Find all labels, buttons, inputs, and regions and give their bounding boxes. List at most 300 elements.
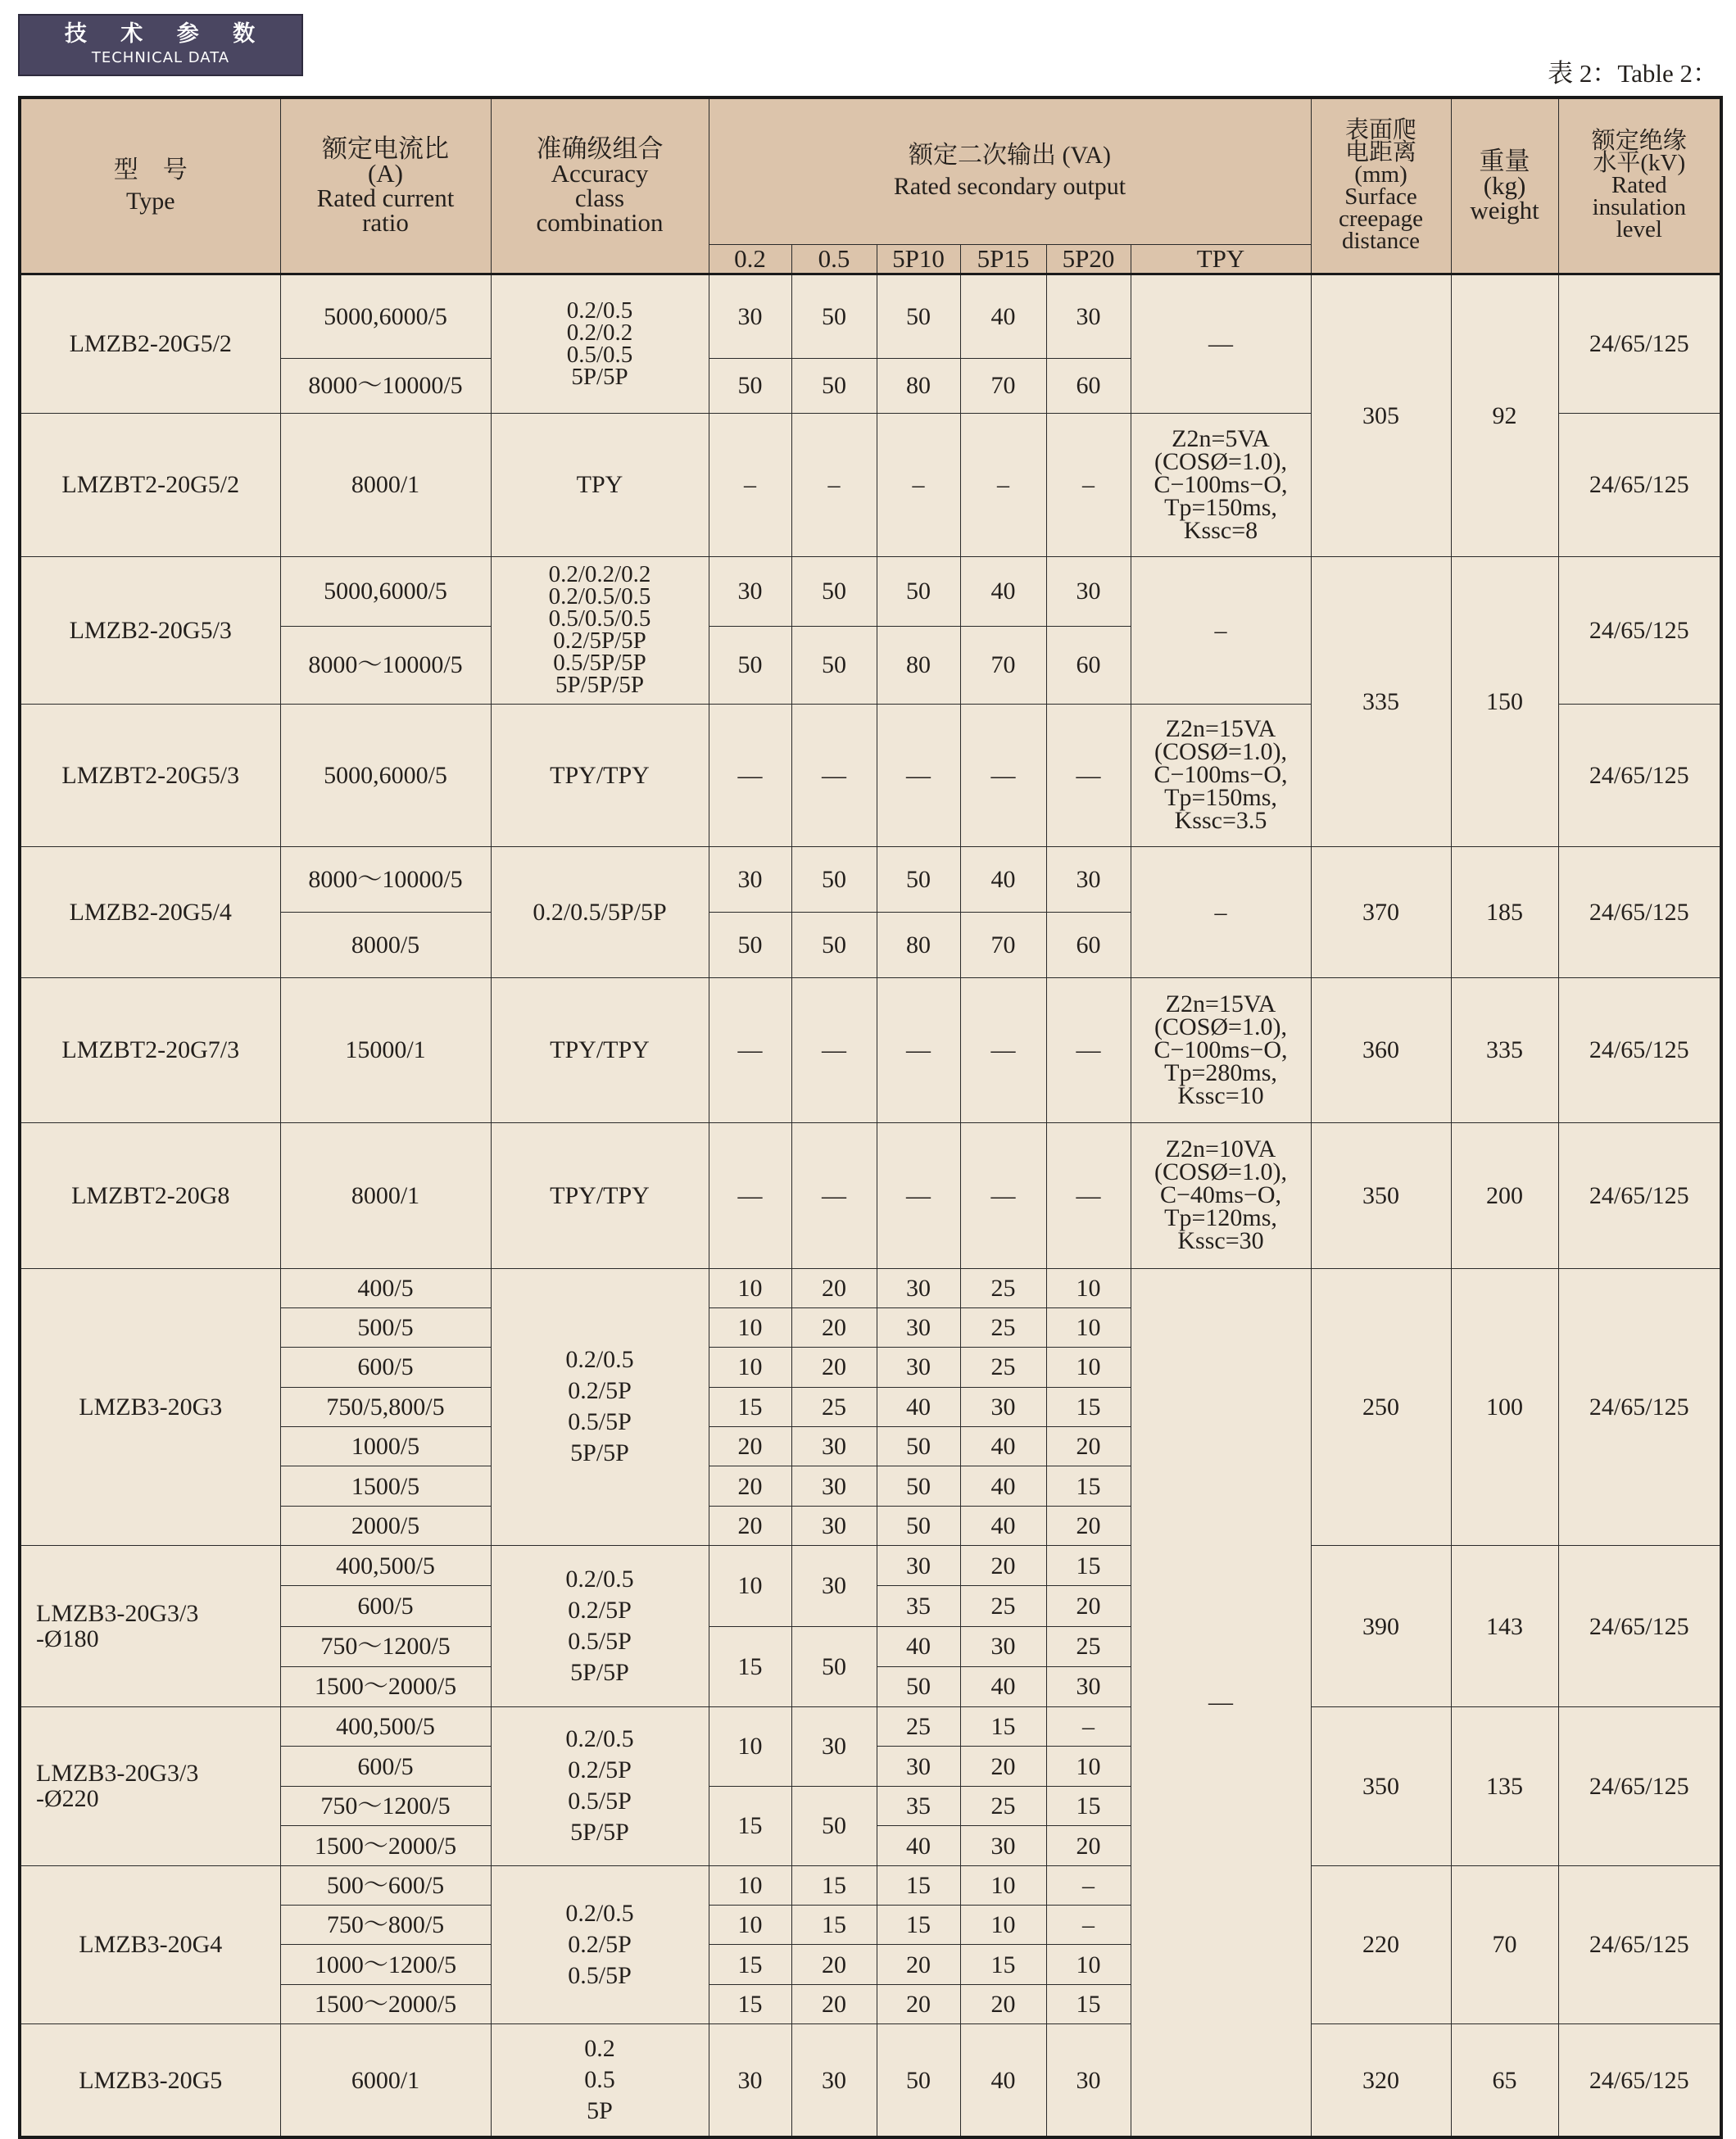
cell-line: 0.2/0.5: [565, 1899, 634, 1927]
type-cell: LMZB2-20G5/3: [20, 556, 280, 704]
cell-line: Z2n=15VA: [1165, 990, 1276, 1017]
weight-cell: 92: [1451, 274, 1558, 556]
accuracy-cell: [491, 1546, 709, 1707]
output-value: 50: [877, 1427, 960, 1466]
insulation-cell: 24/65/125: [1558, 1122, 1721, 1268]
output-value: 20: [1046, 1506, 1131, 1545]
output-value: —: [877, 977, 960, 1122]
weight-cell: 70: [1451, 1865, 1558, 2023]
output-value: 80: [877, 912, 960, 977]
cell-line: ratio: [362, 207, 409, 237]
ratio-cell: 750～1200/5: [280, 1626, 491, 1666]
header-output-5p20: 5P20: [1046, 244, 1131, 274]
insulation-cell: 24/65/125: [1558, 556, 1721, 704]
ratio-cell: 1500～2000/5: [280, 1826, 491, 1866]
ratio-cell: 15000/1: [280, 977, 491, 1122]
creepage-cell: 370: [1311, 846, 1451, 977]
output-value: –: [960, 413, 1046, 556]
creepage-cell: 250: [1311, 1268, 1451, 1546]
cell-line: (COSØ=1.0),: [1154, 1013, 1287, 1040]
weight-cell: 143: [1451, 1546, 1558, 1707]
output-value: 40: [960, 1666, 1046, 1706]
output-value: 25: [960, 1268, 1046, 1307]
output-value: 40: [960, 1506, 1046, 1545]
ratio-cell: 400,500/5: [280, 1706, 491, 1747]
cell-line: 重量: [1479, 146, 1530, 175]
output-value: 25: [877, 1706, 960, 1747]
output-value: 10: [960, 1865, 1046, 1905]
cell-line: 额定电流比: [322, 134, 449, 163]
cell-line: insulation: [1592, 194, 1686, 221]
output-value: 10: [709, 1546, 791, 1626]
cell-line: Rated secondary output: [893, 173, 1126, 201]
header-rated-current-ratio: [280, 97, 491, 274]
header-output-0-2: 0.2: [709, 244, 791, 274]
output-value: 30: [709, 846, 791, 912]
output-value: 35: [877, 1786, 960, 1826]
output-value: 50: [709, 358, 791, 413]
ratio-cell: 500/5: [280, 1307, 491, 1347]
ratio-cell: 1500/5: [280, 1466, 491, 1506]
cell-line: (kg): [1483, 170, 1526, 200]
output-value: 40: [960, 2023, 1046, 2137]
output-value: 40: [960, 556, 1046, 626]
creepage-cell: 360: [1311, 977, 1451, 1122]
cell-line: 电距离: [1345, 138, 1417, 165]
output-value: 15: [709, 1984, 791, 2023]
type-cell: [20, 1546, 280, 1707]
cell-line: (A): [367, 158, 404, 188]
creepage-cell: 320: [1311, 2023, 1451, 2137]
weight-cell: 65: [1451, 2023, 1558, 2137]
ratio-cell: 8000～10000/5: [280, 358, 491, 413]
output-value: 50: [791, 912, 877, 977]
cell-line: Rated current: [316, 183, 455, 212]
output-value: 20: [877, 1984, 960, 2023]
output-value: 70: [960, 912, 1046, 977]
output-value: 10: [1046, 1945, 1131, 1984]
creepage-cell: 350: [1311, 1706, 1451, 1865]
output-value: 30: [1046, 274, 1131, 358]
cell-line: 0.2/0.5/0.5: [548, 583, 651, 610]
output-value: 10: [1046, 1268, 1131, 1307]
cell-line: 5P/5P: [570, 1819, 629, 1847]
header-output-tpy: TPY: [1131, 244, 1311, 274]
cell-line: 表面爬: [1345, 116, 1417, 143]
output-value: 70: [960, 626, 1046, 704]
output-value: 50: [791, 626, 877, 704]
cell-line: 0.2/0.5: [565, 1725, 634, 1753]
output-value: 25: [1046, 1626, 1131, 1666]
cell-line: Kssc=30: [1177, 1227, 1264, 1254]
cell-line: 5P: [587, 2097, 613, 2125]
cell-line: Tp=150ms,: [1164, 784, 1277, 811]
ratio-cell: 1000～1200/5: [280, 1945, 491, 1984]
header-insulation-level: [1558, 97, 1721, 274]
cell-line: 0.2/5P/5P: [553, 628, 646, 654]
output-value: —: [960, 977, 1046, 1122]
output-value: 30: [960, 1626, 1046, 1666]
type-cell: LMZB3-20G4: [20, 1865, 280, 2023]
output-value: 40: [960, 1466, 1046, 1506]
ratio-cell: 400,500/5: [280, 1546, 491, 1586]
output-value: 10: [709, 1906, 791, 1945]
output-value: 15: [1046, 1786, 1131, 1826]
output-value: 20: [709, 1466, 791, 1506]
table-row: [20, 1546, 1721, 1586]
tpy-cell: [1131, 704, 1311, 846]
output-value: 15: [960, 1945, 1046, 1984]
ratio-cell: 750/5,800/5: [280, 1387, 491, 1426]
cell-line: Tp=150ms,: [1164, 493, 1277, 521]
accuracy-cell: [491, 1706, 709, 1865]
output-value: 25: [791, 1387, 877, 1426]
ratio-cell: 5000,6000/5: [280, 274, 491, 358]
cell-line: 0.2/5P: [568, 1756, 632, 1784]
cell-line: Kssc=10: [1177, 1081, 1264, 1109]
table-row: [20, 1865, 1721, 1905]
output-value: 15: [1046, 1466, 1131, 1506]
insulation-cell: 24/65/125: [1558, 1268, 1721, 1546]
cell-line: 额定二次输出 (VA): [909, 142, 1111, 170]
output-value: 25: [960, 1307, 1046, 1347]
ratio-cell: 600/5: [280, 1586, 491, 1626]
cell-line: 0.2: [584, 2035, 615, 2063]
insulation-cell: 24/65/125: [1558, 1865, 1721, 2023]
weight-cell: 100: [1451, 1268, 1558, 1546]
cell-line: (COSØ=1.0),: [1154, 738, 1287, 765]
table-row: [20, 1268, 1721, 1307]
insulation-cell: 24/65/125: [1558, 704, 1721, 846]
cell-line: 0.2/0.2: [566, 319, 633, 346]
cell-line: level: [1616, 216, 1662, 243]
output-value: 20: [709, 1506, 791, 1545]
output-value: 50: [791, 556, 877, 626]
output-value: 30: [877, 1747, 960, 1787]
type-cell: LMZB3-20G5: [20, 2023, 280, 2137]
output-value: 10: [709, 1348, 791, 1387]
output-value: 30: [1046, 846, 1131, 912]
output-value: 15: [791, 1906, 877, 1945]
output-value: –: [877, 413, 960, 556]
output-value: 15: [709, 1945, 791, 1984]
cell-line: -Ø220: [36, 1785, 99, 1813]
output-value: 70: [960, 358, 1046, 413]
output-value: –: [709, 413, 791, 556]
creepage-cell: 305: [1311, 274, 1451, 556]
insulation-cell: 24/65/125: [1558, 2023, 1721, 2137]
cell-line: 0.2/0.5: [565, 1346, 634, 1374]
cell-line: Accuracy: [551, 158, 649, 188]
ratio-cell: 750～800/5: [280, 1906, 491, 1945]
header-rated-secondary-output: [709, 97, 1311, 244]
output-value: 50: [709, 626, 791, 704]
output-value: —: [1046, 977, 1131, 1122]
cell-line: distance: [1342, 227, 1421, 254]
output-value: —: [791, 977, 877, 1122]
tpy-cell: –: [1131, 556, 1311, 704]
output-value: 35: [877, 1586, 960, 1626]
accuracy-cell: [491, 1268, 709, 1546]
insulation-cell: 24/65/125: [1558, 413, 1721, 556]
type-cell: LMZBT2-20G8: [20, 1122, 280, 1268]
output-value: 15: [1046, 1546, 1131, 1586]
output-value: 30: [877, 1348, 960, 1387]
output-value: 30: [960, 1387, 1046, 1426]
output-value: 30: [709, 2023, 791, 2137]
output-value: 25: [960, 1586, 1046, 1626]
output-value: –: [1046, 1906, 1131, 1945]
accuracy-cell: TPY/TPY: [491, 977, 709, 1122]
output-value: 30: [877, 1546, 960, 1586]
output-value: —: [877, 1122, 960, 1268]
cell-line: 0.5/5P: [568, 1961, 632, 1989]
table-row: [20, 274, 1721, 358]
ratio-cell: 500～600/5: [280, 1865, 491, 1905]
output-value: 20: [960, 1546, 1046, 1586]
cell-line: C−100ms−O,: [1154, 470, 1288, 498]
output-value: —: [791, 704, 877, 846]
type-cell: LMZB2-20G5/2: [20, 274, 280, 413]
output-value: 30: [1046, 2023, 1131, 2137]
insulation-cell: 24/65/125: [1558, 1706, 1721, 1865]
output-value: 15: [1046, 1984, 1131, 2023]
output-value: 10: [709, 1268, 791, 1307]
cell-line: 0.2/5P: [568, 1930, 632, 1958]
output-value: 20: [877, 1945, 960, 1984]
output-value: 40: [877, 1387, 960, 1426]
output-value: –: [1046, 1865, 1131, 1905]
output-value: 50: [791, 1626, 877, 1706]
insulation-cell: 24/65/125: [1558, 846, 1721, 977]
cell-line: weight: [1470, 195, 1539, 224]
cell-line: 水平(kV): [1593, 150, 1686, 177]
technical-data-badge: [18, 14, 303, 76]
cell-line: 型 号: [113, 156, 188, 184]
technical-data-table: [18, 96, 1723, 2139]
output-value: 50: [877, 2023, 960, 2137]
weight-cell: 335: [1451, 977, 1558, 1122]
output-value: 40: [877, 1626, 960, 1666]
output-value: —: [709, 1122, 791, 1268]
creepage-cell: 220: [1311, 1865, 1451, 2023]
cell-line: class: [574, 183, 625, 212]
type-cell: LMZBT2-20G5/3: [20, 704, 280, 846]
output-value: 50: [877, 274, 960, 358]
cell-line: 0.2/0.5: [566, 297, 633, 324]
output-value: 15: [960, 1706, 1046, 1747]
tpy-cell: [1131, 1122, 1311, 1268]
header-creepage-distance: [1311, 97, 1451, 274]
type-cell: LMZBT2-20G5/2: [20, 413, 280, 556]
output-value: 25: [960, 1786, 1046, 1826]
output-value: 20: [1046, 1826, 1131, 1866]
table-row: [20, 977, 1721, 1122]
accuracy-cell: TPY: [491, 413, 709, 556]
cell-line: (mm): [1354, 161, 1407, 188]
cell-line: 准确级组合: [536, 134, 664, 163]
output-value: –: [1046, 413, 1131, 556]
accuracy-cell: [491, 1865, 709, 2023]
accuracy-cell: [491, 556, 709, 704]
badge-title-cn: 技 术 参 数: [64, 21, 269, 47]
header-output-5p10: 5P10: [877, 244, 960, 274]
output-value: 20: [960, 1984, 1046, 2023]
ratio-cell: 600/5: [280, 1348, 491, 1387]
cell-line: 0.5/0.5/0.5: [548, 605, 651, 632]
creepage-cell: 390: [1311, 1546, 1451, 1707]
output-value: 10: [1046, 1348, 1131, 1387]
output-value: —: [791, 1122, 877, 1268]
table-caption: 表 2：Table 2：: [1548, 59, 1718, 88]
cell-line: 0.2/0.2/0.2: [548, 561, 651, 587]
output-value: 50: [877, 1666, 960, 1706]
ratio-cell: 2000/5: [280, 1506, 491, 1545]
output-value: —: [960, 704, 1046, 846]
tpy-cell: —: [1131, 274, 1311, 413]
header-output-0-5: 0.5: [791, 244, 877, 274]
output-value: 10: [1046, 1747, 1131, 1787]
accuracy-cell: TPY/TPY: [491, 1122, 709, 1268]
output-value: 30: [791, 1706, 877, 1786]
table-row: [20, 556, 1721, 626]
output-value: 30: [1046, 556, 1131, 626]
output-value: 15: [877, 1865, 960, 1905]
output-value: —: [1046, 704, 1131, 846]
table-row: [20, 846, 1721, 912]
cell-line: 0.2/0.5: [565, 1566, 634, 1593]
output-value: 30: [791, 1506, 877, 1545]
output-value: 30: [877, 1268, 960, 1307]
cell-line: 0.5: [584, 2066, 615, 2094]
output-value: 40: [877, 1826, 960, 1866]
output-value: 20: [709, 1427, 791, 1466]
output-value: 50: [791, 274, 877, 358]
output-value: 20: [791, 1348, 877, 1387]
table-row: [20, 1122, 1721, 1268]
ratio-cell: 1500～2000/5: [280, 1666, 491, 1706]
output-value: 30: [1046, 1666, 1131, 1706]
badge-title-en: TECHNICAL DATA: [91, 49, 230, 66]
output-value: 20: [791, 1945, 877, 1984]
cell-line: 0.5/5P: [568, 1788, 632, 1815]
ratio-cell: 8000/1: [280, 1122, 491, 1268]
ratio-cell: 400/5: [280, 1268, 491, 1307]
insulation-cell: 24/65/125: [1558, 274, 1721, 413]
output-value: 60: [1046, 358, 1131, 413]
output-value: 30: [709, 274, 791, 358]
header-type: [20, 97, 280, 274]
type-cell: LMZB2-20G5/4: [20, 846, 280, 977]
type-cell: LMZBT2-20G7/3: [20, 977, 280, 1122]
creepage-cell: 350: [1311, 1122, 1451, 1268]
cell-line: (COSØ=1.0),: [1154, 447, 1287, 475]
cell-line: Z2n=15VA: [1165, 715, 1276, 742]
cell-line: C−40ms−O,: [1159, 1181, 1282, 1208]
header-output-5p15: 5P15: [960, 244, 1046, 274]
type-cell: LMZB3-20G3: [20, 1268, 280, 1546]
output-value: 15: [709, 1786, 791, 1865]
output-value: 50: [709, 912, 791, 977]
ratio-cell: 8000/1: [280, 413, 491, 556]
output-value: 20: [1046, 1427, 1131, 1466]
table-row: [20, 2023, 1721, 2137]
table-row: [20, 97, 1721, 244]
cell-line: 0.5/5P: [568, 1628, 632, 1656]
ratio-cell: 5000,6000/5: [280, 556, 491, 626]
weight-cell: 185: [1451, 846, 1558, 977]
cell-line: Z2n=5VA: [1172, 424, 1270, 452]
ratio-cell: 6000/1: [280, 2023, 491, 2137]
insulation-cell: 24/65/125: [1558, 1546, 1721, 1707]
output-value: —: [960, 1122, 1046, 1268]
output-value: —: [709, 977, 791, 1122]
cell-line: Z2n=10VA: [1165, 1135, 1276, 1162]
header-weight: [1451, 97, 1558, 274]
cell-line: C−100ms−O,: [1154, 761, 1288, 788]
cell-line: 0.5/0.5: [566, 341, 633, 368]
output-value: 15: [791, 1865, 877, 1905]
output-value: 50: [877, 1506, 960, 1545]
ratio-cell: 5000,6000/5: [280, 704, 491, 846]
cell-line: creepage: [1339, 205, 1424, 232]
cell-line: Kssc=3.5: [1174, 807, 1267, 834]
weight-cell: 200: [1451, 1122, 1558, 1268]
output-value: 10: [709, 1307, 791, 1347]
tpy-cell: [1131, 977, 1311, 1122]
accuracy-cell: [491, 2023, 709, 2137]
cell-line: Tp=280ms,: [1164, 1058, 1277, 1086]
weight-cell: 135: [1451, 1706, 1558, 1865]
output-value: 80: [877, 358, 960, 413]
output-value: 20: [791, 1984, 877, 2023]
output-value: 50: [791, 846, 877, 912]
output-value: 50: [877, 846, 960, 912]
cell-line: 5P/5P: [570, 1659, 629, 1687]
output-value: 60: [1046, 626, 1131, 704]
cell-line: 5P/5P: [571, 363, 628, 390]
output-value: 15: [877, 1906, 960, 1945]
cell-line: 0.2/5P: [568, 1597, 632, 1625]
output-value: 20: [791, 1307, 877, 1347]
output-value: 15: [709, 1387, 791, 1426]
cell-line: -Ø180: [36, 1625, 99, 1653]
output-value: 10: [960, 1906, 1046, 1945]
tpy-cell: –: [1131, 846, 1311, 977]
accuracy-cell: [491, 274, 709, 413]
output-value: 30: [791, 2023, 877, 2137]
output-value: 30: [709, 556, 791, 626]
cell-line: 0.5/5P/5P: [553, 650, 646, 676]
accuracy-cell: TPY/TPY: [491, 704, 709, 846]
output-value: 10: [1046, 1307, 1131, 1347]
cell-line: Surface: [1344, 183, 1417, 210]
output-value: 30: [960, 1826, 1046, 1866]
output-value: 40: [960, 274, 1046, 358]
header-accuracy-class: [491, 97, 709, 274]
output-value: 40: [960, 846, 1046, 912]
output-value: 30: [791, 1466, 877, 1506]
ratio-cell: 600/5: [280, 1747, 491, 1787]
type-cell: [20, 1706, 280, 1865]
ratio-cell: 1000/5: [280, 1427, 491, 1466]
output-value: 20: [1046, 1586, 1131, 1626]
output-value: 10: [709, 1865, 791, 1905]
cell-line: LMZB3-20G3/3: [36, 1760, 199, 1788]
cell-line: Tp=120ms,: [1164, 1204, 1277, 1231]
cell-line: 5P/5P/5P: [555, 672, 644, 698]
output-value: 20: [960, 1747, 1046, 1787]
